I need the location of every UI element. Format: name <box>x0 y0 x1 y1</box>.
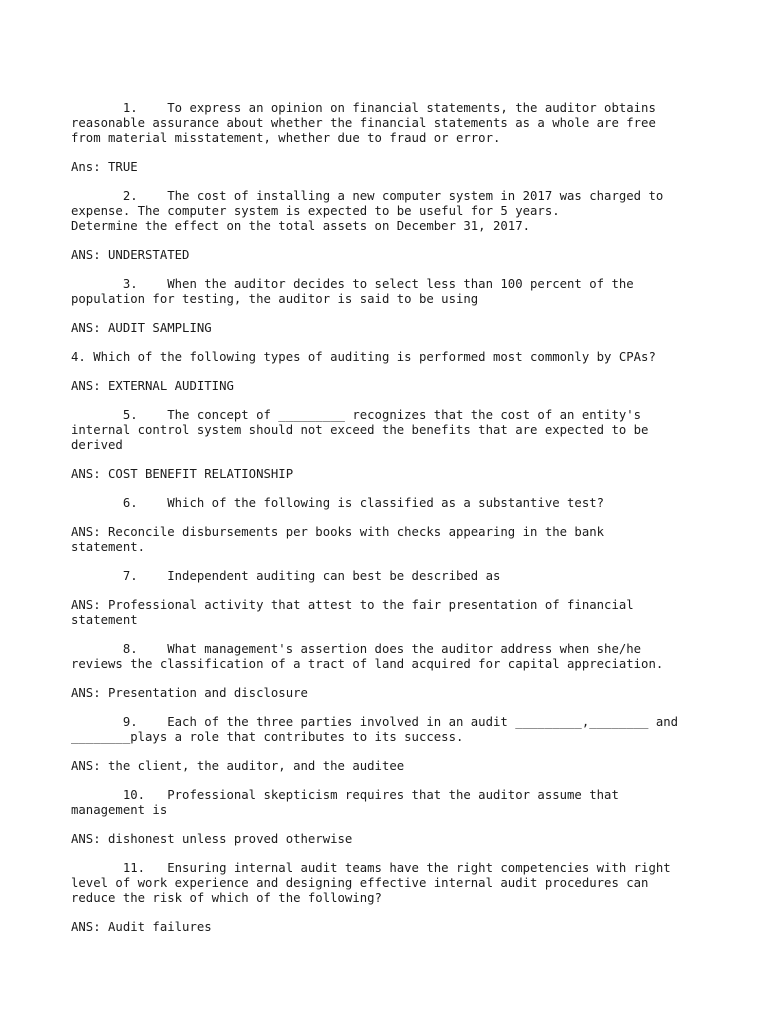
text-line: 10. Professional skepticism requires that the auditor assume that <box>71 788 619 802</box>
question-9 <box>71 715 691 745</box>
text-line: statement <box>71 613 138 627</box>
question-3 <box>71 277 691 307</box>
document-body <box>71 101 691 949</box>
question-2 <box>71 189 691 234</box>
text-line: 5. The concept of _________ recognizes that the cost of an entity's <box>71 408 642 422</box>
question-4 <box>71 350 691 365</box>
text-line: ANS: the client, the auditor, and the auditee <box>71 759 405 773</box>
text-line: internal control system should not exceed the benefits that are expected to be <box>71 423 649 437</box>
text-line: ANS: Reconcile disbursements per books with checks appearing in the bank <box>71 525 605 539</box>
text-line: ANS: Professional activity that attest to the fair presentation of financial <box>71 598 634 612</box>
text-line: 3. When the auditor decides to select less than 100 percent of the <box>71 277 634 291</box>
text-line: ANS: dishonest unless proved otherwise <box>71 832 353 846</box>
question-10 <box>71 788 691 818</box>
answer-8 <box>71 686 691 701</box>
text-line: 4. Which of the following types of auditing is performed most commonly by CPAs? <box>71 350 656 364</box>
answer-5 <box>71 467 691 482</box>
text-line: management is <box>71 803 168 817</box>
text-line: Ans: TRUE <box>71 160 138 174</box>
answer-9 <box>71 759 691 774</box>
answer-6 <box>71 525 691 555</box>
text-line: ________plays a role that contributes to its success. <box>71 730 464 744</box>
text-line: ANS: Audit failures <box>71 920 212 934</box>
text-line: reviews the classification of a tract of land acquired for capital appreciation. <box>71 657 664 671</box>
text-line: ANS: EXTERNAL AUDITING <box>71 379 234 393</box>
text-line: 8. What management's assertion does the auditor address when she/he <box>71 642 642 656</box>
question-1 <box>71 101 691 146</box>
text-line: Determine the effect on the total assets on December 31, 2017. <box>71 219 531 233</box>
text-line: ANS: AUDIT SAMPLING <box>71 321 212 335</box>
answer-1 <box>71 160 691 175</box>
text-line: ANS: Presentation and disclosure <box>71 686 308 700</box>
text-line: ANS: UNDERSTATED <box>71 248 190 262</box>
text-line: reduce the risk of which of the following? <box>71 891 382 905</box>
text-line: 7. Independent auditing can best be described as <box>71 569 501 583</box>
text-line: level of work experience and designing effective internal audit procedures can <box>71 876 649 890</box>
answer-2 <box>71 248 691 263</box>
answer-10 <box>71 832 691 847</box>
text-line: reasonable assurance about whether the financial statements as a whole are free <box>71 116 656 130</box>
answer-7 <box>71 598 691 628</box>
answer-11 <box>71 920 691 935</box>
question-6 <box>71 496 691 511</box>
question-8 <box>71 642 691 672</box>
text-line: 1. To express an opinion on financial statements, the auditor obtains <box>71 101 656 115</box>
text-line: population for testing, the auditor is said to be using <box>71 292 479 306</box>
text-line: 2. The cost of installing a new computer system in 2017 was charged to <box>71 189 664 203</box>
text-line: from material misstatement, whether due to fraud or error. <box>71 131 501 145</box>
text-line: statement. <box>71 540 146 554</box>
question-7 <box>71 569 691 584</box>
answer-3 <box>71 321 691 336</box>
text-line: 9. Each of the three parties involved in an audit _________,________ and <box>71 715 679 729</box>
answer-4 <box>71 379 691 394</box>
question-5 <box>71 408 691 453</box>
text-line: ANS: COST BENEFIT RELATIONSHIP <box>71 467 294 481</box>
text-line: 11. Ensuring internal audit teams have the right competencies with right <box>71 861 671 875</box>
text-line: expense. The computer system is expected to be useful for 5 years. <box>71 204 560 218</box>
text-line: 6. Which of the following is classified as a substantive test? <box>71 496 605 510</box>
question-11 <box>71 861 691 906</box>
text-line: derived <box>71 438 123 452</box>
